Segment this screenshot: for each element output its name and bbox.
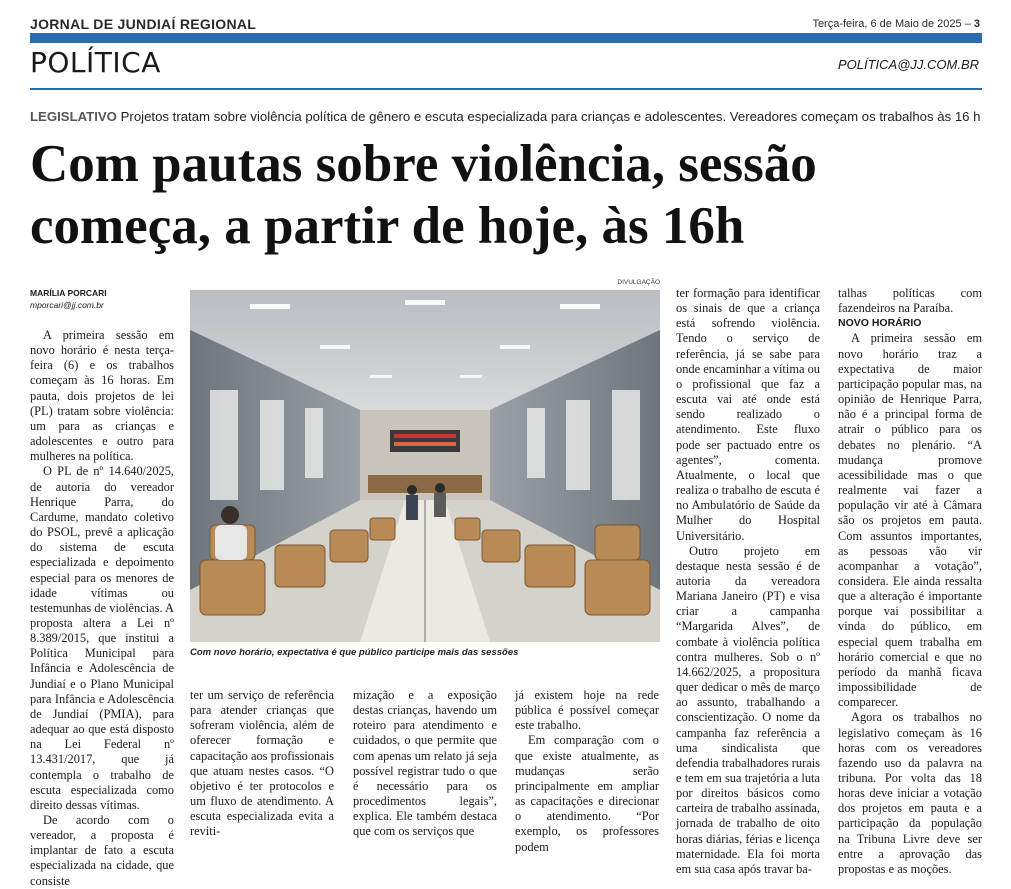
subheading: NOVO HORÁRIO <box>838 317 922 330</box>
dateline: Terça-feira, 6 de Maio de 2025 – 3 <box>812 18 980 30</box>
article-column-4 <box>515 688 659 855</box>
paragraph: A primeira sessão em novo horário traz a expectativa de maior participação popular mas, na opinião de Henrique Parra, não é a principal forma de atrair o público para os debates no plenário. “A mudança promove acessibilidade mas o que realmente vai fazer a população vir até à Câmara são os projetos em pauta. Com assuntos importantes, as pessoas vão vir acompanhar a votação”, considera. Ele ainda ressalta que a alteração é importante porque vai possibilitar a vinda do público, em especial quem trabalha em horário comercial e que no período da manhã ficava impossibilidade de comparecer. <box>838 331 982 710</box>
kicker-text: Projetos tratam sobre violência política de gênero e escuta especializada para crianças e adolescentes. Vereadores começam os trabalhos às 16 h <box>120 109 981 124</box>
paragraph: já existem hoje na rede pública é possível começar este trabalho. <box>515 688 659 733</box>
section-title: POLÍTICA <box>30 46 161 79</box>
article-column-5 <box>676 286 820 877</box>
author-email: mporcari@jj.com.br <box>30 300 104 310</box>
journal-name: JORNAL DE JUNDIAÍ REGIONAL <box>30 16 257 32</box>
article-column-2 <box>190 688 334 840</box>
paragraph: ter formação para identificar os sinais de que a criança está sofrendo violência. Tendo o serviço de referência, já se sabe para onde encaminhar a vítima ou o profissional que faz a escuta vai até onde está sendo realizado o atendimento. Este fluxo pode ser pactuado entre os agentes”, comenta. Atualmente, o local que realiza o trabalho de escuta é no Ambulatório de Saúde da Mulher do Hospital Universitário. <box>676 286 820 543</box>
paragraph: Outro projeto em destaque nesta sessão é de autoria da vereadora Mariana Janeiro (PT) e visa criar a campanha “Margarida Alves”, de combate à violência política contra mulheres. Sob o nº 14.662/2025, a propositura quer dedicar o mês de março ao assunto, trabalhando a conscientização. O nome da campanha faz referência a uma sindicalista que defendia trabalhadores rurais e tem em sua trajetória a luta por direitos básicos como carteira de trabalho assinada, jornada de trabalho de oito horas diárias, férias e licença maternidade. Ela foi morta em sua casa após travar ba- <box>676 543 820 876</box>
paragraph: De acordo com o vereador, a proposta é implantar de fato a escuta especializada na cidade, que consiste <box>30 813 174 888</box>
section-email: POLÍTICA@JJ.COM.BR <box>837 57 979 72</box>
paragraph: A primeira sessão em novo horário é nesta terça-feira (6) e os trabalhos começam às 16 horas. Em pauta, dois projetos de lei (PL) tratam sobre violência: um para as crianças e adolescentes e outro para mulheres na política. <box>30 328 174 464</box>
article-column-1 <box>30 328 174 889</box>
byline <box>30 287 180 311</box>
date: Terça-feira, 6 de Maio de 2025 <box>812 18 962 30</box>
paragraph: talhas políticas com fazendeiros na Paraíba. <box>838 286 982 316</box>
page-number: 3 <box>973 18 980 30</box>
photo-caption: Com novo horário, expectativa é que público participe mais das sessões <box>190 647 519 658</box>
paragraph: O PL de nº 14.640/2025, de autoria do vereador Henrique Parra, do Cardume, mandato coletivo do PSOL, prevê a aplicação do sistema de escuta especializada e depoimento especial para os menores de idade vítimas ou testemunhas de violências. A proposta altera a Lei nº 8.389/2015, que institui a Política Municipal para Infância e Adolescência de Jundiaí e o Plano Municipal para Infância e Adolescência de Jundiaí (PMIA), para adequar ao que está disposto na Lei Federal nº 13.431/2017, que já contempla o trabalho de escuta especializada como direito dessas vítimas. <box>30 464 174 812</box>
header-accent-bar <box>30 33 982 43</box>
article-column-6 <box>838 286 982 877</box>
kicker-tag: LEGISLATIVO <box>30 109 117 124</box>
author-name: MARÍLIA PORCARI <box>30 288 107 298</box>
masthead <box>30 14 980 34</box>
article-column-3 <box>353 688 497 840</box>
paragraph: Agora os trabalhos no legislativo começam às 16 horas com os vereadores fazendo uso da palavra na tribuna. Por volta das 18 horas deve iniciar a votação dos projetos em pauta e a participação da população na Tribuna Livre deve ser entre a aprovação das propostas e as moções. <box>838 710 982 876</box>
kicker <box>30 109 982 124</box>
section-rule <box>30 88 982 90</box>
paragraph: Em comparação com o que existe atualmente, as mudanças serão principalmente em ampliar as capacitações e direcionar o atendimento. “Por exemplo, os professores podem <box>515 733 659 854</box>
paragraph: mização e a exposição destas crianças, havendo um roteiro para atendimento e cuidados, o que permite que com apenas um relato já seja possível registrar tudo o que é necessário para os procedimentos legais”, explica. Ele também destaca que com os serviços que <box>353 688 497 839</box>
photo-credit: DIVULGAÇÃO <box>617 279 660 286</box>
headline: Com pautas sobre violência, sessão começa, a partir de hoje, às 16h <box>30 135 817 255</box>
paragraph: ter um serviço de referência para atender crianças que sofreram violência, além de oferecer formação e capacitação aos profissionais que atuam nestes casos. “O objetivo é ter protocolos e um fluxo de atendimento. A escuta especializada evita a reviti- <box>190 688 334 839</box>
chamber-photo <box>190 290 660 642</box>
